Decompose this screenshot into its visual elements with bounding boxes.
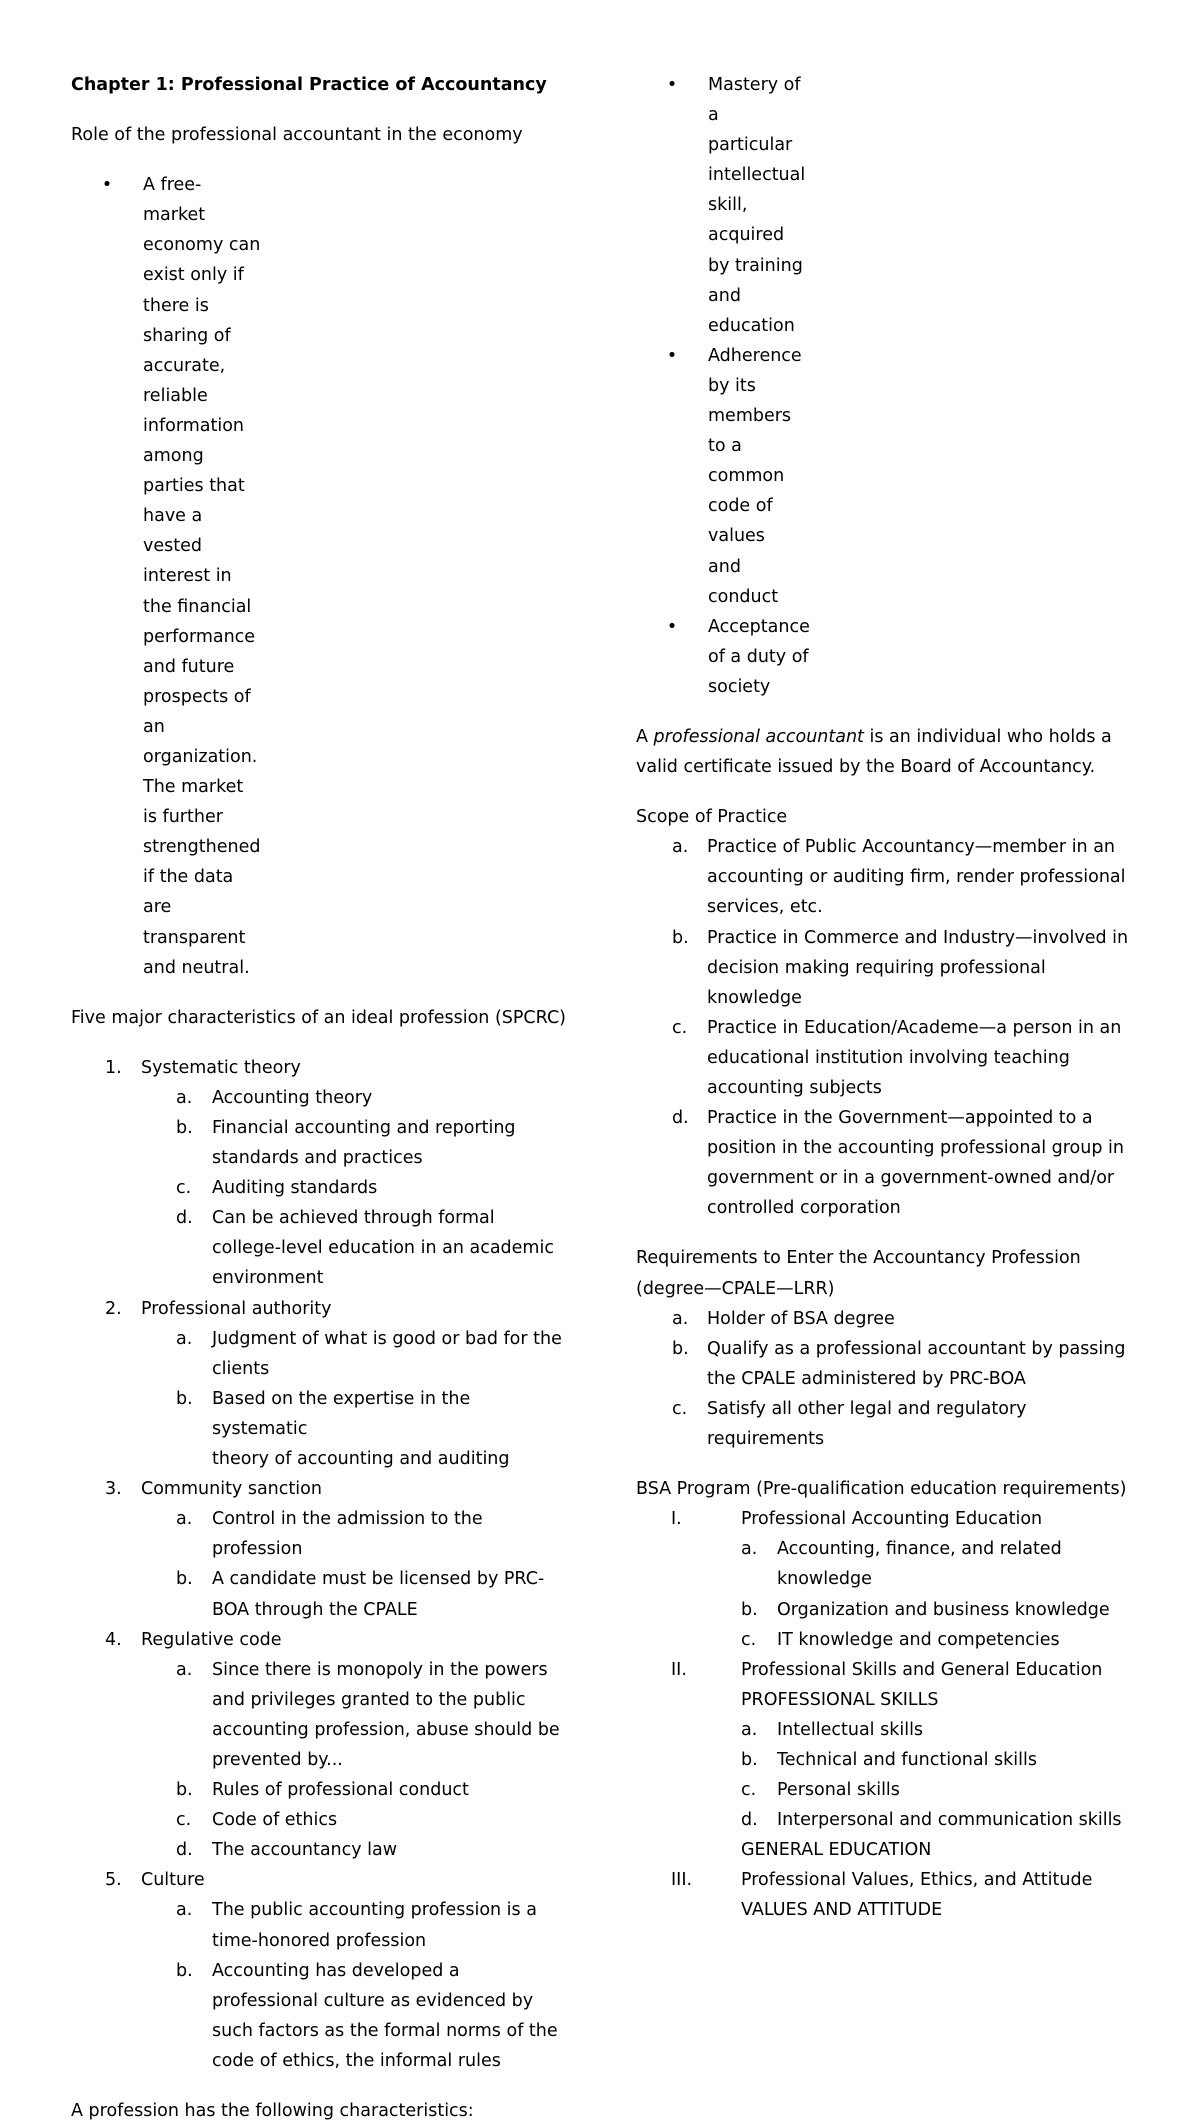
list-marker: 5.: [105, 1870, 122, 1891]
role-bullet: [71, 170, 261, 983]
right-column: [636, 70, 1136, 1926]
roman-label: Professional Skills and General Education: [741, 1659, 1103, 1680]
text-line: services, etc.: [707, 897, 823, 918]
list-item-text: [708, 70, 805, 341]
text-line: professional culture as evidenced by: [212, 1990, 534, 2011]
professional-skills-label: PROFESSIONAL SKILLS: [741, 1689, 939, 1710]
list-item-text: [707, 1304, 1136, 1334]
text-line: Control in the admission to the: [212, 1509, 483, 1530]
text-line: decision making requiring professional: [707, 957, 1046, 978]
definition-line-1: [636, 722, 1136, 752]
list-item-text: [777, 1625, 1136, 1655]
list-item-text: [212, 1203, 571, 1293]
list-marker: d.: [176, 1840, 193, 1861]
list-marker: a.: [741, 1539, 758, 1560]
characteristic-subitem: [71, 1564, 571, 1624]
roman-item-3: [636, 1865, 1136, 1895]
roman-item-2: [636, 1655, 1136, 1685]
characteristic-subitem: [71, 1384, 571, 1474]
roman-subitem: [636, 1595, 1136, 1625]
characteristic-label: Community sanction: [141, 1479, 322, 1500]
roman-label: Professional Accounting Education: [741, 1509, 1043, 1530]
left-column: [71, 70, 571, 2126]
requirements-list: [636, 1304, 1136, 1454]
five-characteristics-list: [71, 1053, 571, 2076]
roman-2-sublist: [636, 1715, 1136, 1835]
text-line: IT knowledge and competencies: [777, 1629, 1060, 1650]
profession-bullet: [636, 341, 802, 612]
list-item-text: [708, 341, 802, 612]
characteristic-item: [71, 1865, 571, 1895]
role-heading: Role of the professional accountant in the economy: [71, 125, 523, 146]
text-line: by training and education: [708, 255, 803, 336]
characteristic-subitem: [71, 1655, 571, 1775]
list-item-text: [777, 1534, 1136, 1594]
list-marker: b.: [176, 1118, 193, 1138]
list-marker: d.: [176, 1208, 193, 1229]
list-marker: b.: [176, 1960, 193, 1981]
scope-item: [636, 923, 1136, 1013]
list-item-text: [777, 1775, 1136, 1805]
text-line: Based on the expertise in the systematic: [212, 1388, 471, 1439]
list-item-text: [212, 1324, 571, 1384]
text-line: Accounting has developed a: [212, 1960, 460, 1981]
roman-subitem: [636, 1534, 1136, 1594]
roman-subitem: [636, 1715, 1136, 1745]
list-marker: b.: [741, 1599, 758, 1620]
chapter-title: Chapter 1: Professional Practice of Accountancy: [71, 75, 547, 95]
characteristic-label: Professional authority: [141, 1298, 332, 1319]
text-line: prevented by...: [212, 1749, 343, 1770]
list-marker: a.: [176, 1087, 193, 1108]
text-line: parties that have a vested interest in the financial: [143, 476, 252, 617]
definition-rest: is an individual who holds a: [863, 726, 1112, 747]
roman-1-sublist: [636, 1534, 1136, 1654]
list-marker: c.: [672, 1017, 688, 1038]
list-item-text: [707, 1334, 1136, 1394]
characteristic-subitem: [71, 1504, 571, 1564]
roman-label: Professional Values, Ethics, and Attitude: [741, 1870, 1093, 1891]
list-marker: d.: [741, 1810, 758, 1831]
text-line: accounting profession, abuse should be: [212, 1719, 560, 1740]
roman-marker: II.: [671, 1659, 687, 1680]
roman-subitem: [636, 1775, 1136, 1805]
scope-item: [636, 1013, 1136, 1103]
list-marker: c.: [176, 1810, 192, 1831]
characteristic-subitem: [71, 1835, 571, 1865]
list-item-text: [212, 1384, 571, 1474]
text-line: environment: [212, 1268, 324, 1289]
text-line: Technical and functional skills: [777, 1749, 1037, 1770]
characteristic-item: [71, 1053, 571, 1083]
text-line: Qualify as a professional accountant by passing: [707, 1338, 1126, 1359]
characteristic-subitem: [71, 1173, 571, 1203]
text-line: if the data are transparent and neutral.: [143, 867, 250, 978]
text-line: Practice of Public Accountancy—member in an: [707, 837, 1116, 858]
list-marker: b.: [672, 1338, 689, 1359]
text-line: Adherence by its members to a common code of: [708, 345, 802, 517]
list-item-text: [212, 1655, 571, 1775]
text-line: Mastery of a particular intellectual skill, acquired: [708, 75, 806, 246]
general-education-label: GENERAL EDUCATION: [741, 1840, 932, 1861]
text-line: accounting or auditing firm, render professional: [707, 867, 1126, 888]
list-marker: c.: [741, 1629, 757, 1650]
text-line: Practice in Commerce and Industry—involved in: [707, 927, 1129, 948]
definition-line-2: valid certificate issued by the Board of Accountancy.: [636, 757, 1096, 778]
text-line: A free-market economy can exist only if there is: [143, 175, 261, 316]
list-marker: a.: [176, 1900, 193, 1921]
requirement-item: [636, 1334, 1136, 1394]
list-item-text: [707, 1394, 1136, 1454]
text-line: values and conduct: [708, 526, 779, 607]
text-line: Can be achieved through formal: [212, 1208, 495, 1229]
list-item-text: [212, 1564, 571, 1624]
list-item-text: [777, 1595, 1136, 1625]
text-line: Auditing standards: [212, 1178, 378, 1199]
list-item-text: [212, 1504, 571, 1564]
requirements-heading-2: (degree—CPALE—LRR): [636, 1278, 835, 1299]
profession-heading: A profession has the following characteristics:: [71, 2101, 474, 2121]
characteristic-subitem: [71, 1895, 571, 1955]
requirements-heading-1: Requirements to Enter the Accountancy Profession: [636, 1248, 1081, 1269]
requirement-item: [636, 1304, 1136, 1334]
text-line: clients: [212, 1358, 270, 1379]
text-line: The accountancy law: [212, 1840, 398, 1861]
list-item-text: [707, 832, 1136, 922]
characteristic-subitem: [71, 1203, 571, 1293]
characteristic-label: Regulative code: [141, 1629, 282, 1650]
list-item-text: [777, 1745, 1136, 1775]
text-line: Holder of BSA degree: [707, 1308, 895, 1329]
text-line: controlled corporation: [707, 1198, 901, 1219]
characteristic-item: [71, 1625, 571, 1655]
list-marker: b.: [176, 1388, 193, 1409]
scope-item: [636, 1103, 1136, 1223]
list-marker: a.: [176, 1659, 193, 1680]
characteristic-subitem: [71, 1805, 571, 1835]
characteristic-subitem: [71, 1956, 571, 2076]
text-line: profession: [212, 1539, 303, 1560]
list-item-text: [707, 923, 1136, 1013]
list-item-text: [212, 1113, 571, 1173]
text-line: Organization and business knowledge: [777, 1599, 1110, 1620]
roman-marker: I.: [671, 1509, 682, 1530]
text-line: BOA through the CPALE: [212, 1599, 418, 1620]
text-line: organization. The market is further strengthened: [143, 746, 261, 858]
roman-marker: III.: [671, 1870, 693, 1891]
bsa-heading: BSA Program (Pre-qualification education requirements): [636, 1479, 1127, 1500]
characteristic-subitem: [71, 1775, 571, 1805]
scope-list: [636, 832, 1136, 1223]
text-line: Judgment of what is good or bad for the: [212, 1328, 562, 1349]
definition-a: A: [636, 726, 654, 747]
text-line: theory of accounting and auditing: [212, 1449, 510, 1470]
text-line: Practice in the Government—appointed to a: [707, 1108, 1093, 1129]
characteristic-subitem: [71, 1083, 571, 1113]
list-item-text: [212, 1956, 571, 2076]
list-item-text: [212, 1173, 571, 1203]
characteristic-subitem: [71, 1324, 571, 1384]
list-marker: •: [666, 75, 678, 95]
text-line: government or in a government-owned and/or: [707, 1168, 1115, 1189]
text-line: the CPALE administered by PRC-BOA: [707, 1368, 1026, 1389]
list-marker: d.: [672, 1108, 689, 1129]
characteristic-label: Culture: [141, 1870, 205, 1891]
text-line: Interpersonal and communication skills: [777, 1810, 1122, 1831]
roman-subitem: [636, 1745, 1136, 1775]
list-marker: a.: [176, 1328, 193, 1349]
list-item-text: [212, 1805, 571, 1835]
list-item-text: [707, 1103, 1136, 1223]
scope-heading: Scope of Practice: [636, 807, 788, 828]
roman-item-1: [636, 1504, 1136, 1534]
characteristic-item: [71, 1294, 571, 1324]
profession-bullet: [636, 612, 810, 702]
list-marker: 3.: [105, 1479, 122, 1500]
list-marker: a.: [672, 837, 689, 858]
list-marker: b.: [176, 1780, 193, 1801]
text-line: time-honored profession: [212, 1930, 427, 1951]
list-marker: a.: [672, 1308, 689, 1329]
values-label: VALUES AND ATTITUDE: [741, 1900, 943, 1921]
list-marker: 2.: [105, 1298, 122, 1319]
list-marker: 4.: [105, 1629, 122, 1650]
text-line: Accounting, finance, and related: [777, 1539, 1062, 1560]
scope-item: [636, 832, 1136, 922]
text-line: Accounting theory: [212, 1087, 373, 1108]
text-line: college-level education in an academic: [212, 1238, 554, 1259]
list-marker: b.: [741, 1749, 758, 1770]
characteristic-label: Systematic theory: [141, 1057, 301, 1078]
text-line: such factors as the formal norms of the: [212, 2020, 558, 2041]
text-line: educational institution involving teaching: [707, 1047, 1070, 1068]
list-marker: c.: [672, 1398, 688, 1419]
list-item-text: [212, 1083, 571, 1113]
list-marker: •: [666, 345, 678, 366]
text-line: position in the accounting professional group in: [707, 1138, 1124, 1159]
text-line: and privileges granted to the public: [212, 1689, 526, 1710]
roman-subitem: [636, 1805, 1136, 1835]
text-line: requirements: [707, 1429, 825, 1450]
list-item-text: [212, 1895, 571, 1955]
definition-term: professional accountant: [653, 726, 864, 747]
list-marker: b.: [176, 1569, 193, 1590]
bullet-marker: •: [101, 175, 113, 196]
roman-subitem: [636, 1625, 1136, 1655]
list-item-text: [212, 1775, 571, 1805]
list-marker: a.: [741, 1719, 758, 1740]
list-item-text: [708, 612, 810, 702]
text-line: accounting subjects: [707, 1078, 882, 1098]
list-marker: •: [666, 616, 678, 637]
role-bullet-text: [143, 170, 260, 983]
text-line: Practice in Education/Academe—a person in an: [707, 1017, 1122, 1038]
characteristic-item: [71, 1474, 571, 1504]
text-line: A candidate must be licensed by PRC-: [212, 1569, 545, 1590]
characteristic-subitem: [71, 1113, 571, 1173]
text-line: performance and future prospects of an: [143, 626, 256, 737]
list-marker: c.: [741, 1780, 757, 1801]
requirement-item: [636, 1394, 1136, 1454]
text-line: Intellectual skills: [777, 1719, 924, 1740]
list-marker: b.: [672, 927, 689, 948]
five-characteristics-heading: Five major characteristics of an ideal profession (SPCRC): [71, 1007, 566, 1028]
text-line: standards and practices: [212, 1148, 423, 1169]
text-line: Since there is monopoly in the powers: [212, 1659, 548, 1680]
list-item-text: [707, 1013, 1136, 1103]
profession-bullet: [636, 70, 806, 341]
text-line: Rules of professional conduct: [212, 1780, 469, 1801]
text-line: Acceptance of a duty of society: [708, 616, 810, 697]
text-line: knowledge: [777, 1569, 872, 1590]
list-item-text: [777, 1805, 1136, 1835]
list-item-text: [777, 1715, 1136, 1745]
text-line: Personal skills: [777, 1780, 900, 1801]
list-marker: c.: [176, 1178, 192, 1199]
text-line: Satisfy all other legal and regulatory: [707, 1398, 1027, 1419]
list-marker: a.: [176, 1509, 193, 1530]
list-marker: 1.: [105, 1057, 122, 1078]
text-line: knowledge: [707, 987, 802, 1008]
text-line: Financial accounting and reporting: [212, 1118, 516, 1138]
list-item-text: [212, 1835, 571, 1865]
text-line: code of ethics, the informal rules: [212, 2050, 501, 2071]
profession-bullets: [636, 70, 1136, 702]
text-line: Code of ethics: [212, 1810, 338, 1831]
text-line: sharing of accurate, reliable information among: [143, 325, 245, 467]
text-line: The public accounting profession is a: [212, 1900, 537, 1921]
